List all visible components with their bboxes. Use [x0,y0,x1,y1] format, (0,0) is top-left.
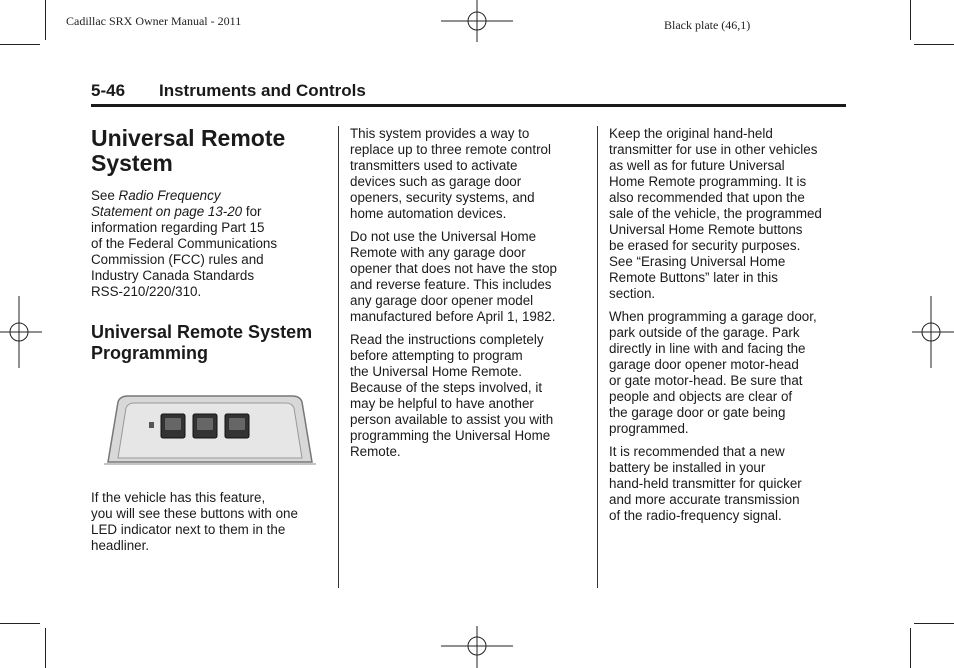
paragraph: This system provides a way to replace up to three remote control transmitters used to activate devices such as garage door openers, security systems, and home automation devices. [350,126,551,221]
paragraph: Do not use the Universal Home Remote with any garage door opener that does not have the stop and reverse feature. This includes any garage door opener model manufactured before April 1, 1982. [350,229,557,324]
column-divider [597,126,598,588]
section-title: Instruments and Controls [159,81,366,100]
print-header-right: Black plate (46,1) [664,18,751,32]
cross-reference-link[interactable]: Statement on page 13-20 [91,204,243,219]
crop-mark [910,0,911,40]
registration-mark-icon [0,296,42,368]
headliner-buttons-illustration [104,394,316,466]
paragraph: It is recommended that a new battery be installed in your hand-held transmitter for quicker and more accurate transmission of the radio-frequency signal. [609,444,802,523]
crop-mark [914,44,954,45]
paragraph: Keep the original hand-held transmitter for use in other vehicles as well as for future Universal Home Remote programming. It is also recommended that upon the sale of the vehicle, the programmed Universal Home Remote buttons be erased for security purposes. See “Erasing Universal Home Remote Buttons” later in this section. [609,126,822,301]
column-1 [91,126,331,561]
cross-reference-link[interactable]: Radio Frequency [118,188,221,203]
crop-mark [0,623,40,624]
intro-paragraph: See Radio Frequency Statement on page 13-20 for information regarding Part 15 of the Federal Communications Commission (FCC) rules and Industry Canada Standards RSS-210/220/310. [91,188,278,299]
section-heading: Universal Remote System Programming [91,322,313,363]
column-2 [350,126,590,467]
page-title: Universal Remote System [91,125,286,176]
page-number: 5-46 [91,81,126,100]
crop-mark [45,0,46,40]
print-header-left: Cadillac SRX Owner Manual - 2011 [66,14,242,28]
crop-mark [914,623,954,624]
running-head [91,80,846,107]
crop-mark [45,628,46,668]
paragraph: When programming a garage door, park outside of the garage. Park directly in line with and facing the garage door opener motor-head or gate motor-head. Be sure that people and objects are clear of the garage door or gate being programmed. [609,309,817,436]
column-3 [609,126,849,531]
registration-mark-icon [912,296,954,368]
caption-paragraph: If the vehicle has this feature, you will see these buttons with one LED indicator next to them in the headliner. [91,490,298,553]
paragraph: Read the instructions completely before attempting to program the Universal Home Remote. Because of the steps involved, it may be helpful to have another person available to assist you with programming the Universal Home Remote. [350,332,554,459]
column-divider [338,126,339,588]
crop-mark [910,628,911,668]
registration-mark-icon [441,624,513,668]
registration-mark-icon [441,0,513,46]
crop-mark [0,44,40,45]
